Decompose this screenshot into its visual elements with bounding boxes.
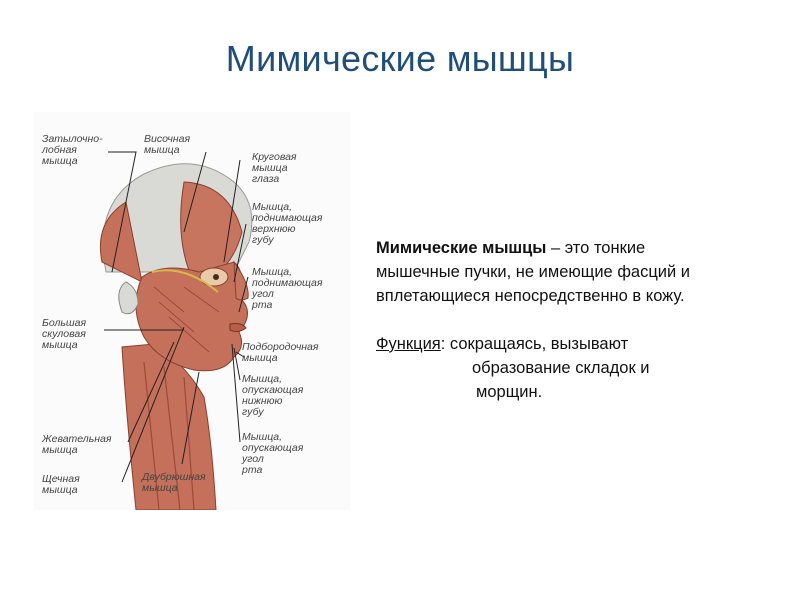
definition-term: Мимические мышцы <box>376 239 547 257</box>
function-term: Функция <box>376 335 441 353</box>
label-digastric: Двубрюшная мышца <box>142 471 206 494</box>
label-zygomaticus-major: Большая скуловая мышца <box>42 317 87 351</box>
label-levator-anguli: Мышца, поднимающая угол рта <box>252 266 323 311</box>
label-depressor-anguli: Мышца, опускающая угол рта <box>242 431 304 476</box>
function-line-1 <box>376 332 796 356</box>
label-levator-labii: Мышца, поднимающая верхнюю губу <box>252 201 323 246</box>
label-mentalis: Подбородочная мышца <box>242 341 319 364</box>
definition-text-1: – это тонкие <box>546 239 646 257</box>
function-line-2: образование складок и <box>472 359 650 377</box>
label-orbicularis-oculi: Круговая мышца глаза <box>252 151 297 185</box>
label-depressor-labii: Мышца, опускающая нижнюю губу <box>242 373 304 418</box>
definition-line-3: вплетающиеся непосредственно в кожу. <box>376 287 685 305</box>
label-temporalis: Височная мышца <box>144 133 191 156</box>
label-occipitofrontalis: Затылочно- лобная мышца <box>42 133 103 167</box>
head-muscles-illustration <box>34 112 350 510</box>
label-masseter: Жевательная мышца <box>42 433 112 456</box>
function-text-1: : сокращаясь, вызывают <box>440 335 629 353</box>
definition-line-1 <box>376 236 796 260</box>
description-text <box>376 236 796 404</box>
slide-title: Мимические мышцы <box>225 38 575 79</box>
definition-line-2: мышечные пучки, не имеющие фасций и <box>376 263 691 281</box>
function-line-3: морщин. <box>476 383 543 401</box>
label-buccinator: Щечная мышца <box>42 473 80 496</box>
